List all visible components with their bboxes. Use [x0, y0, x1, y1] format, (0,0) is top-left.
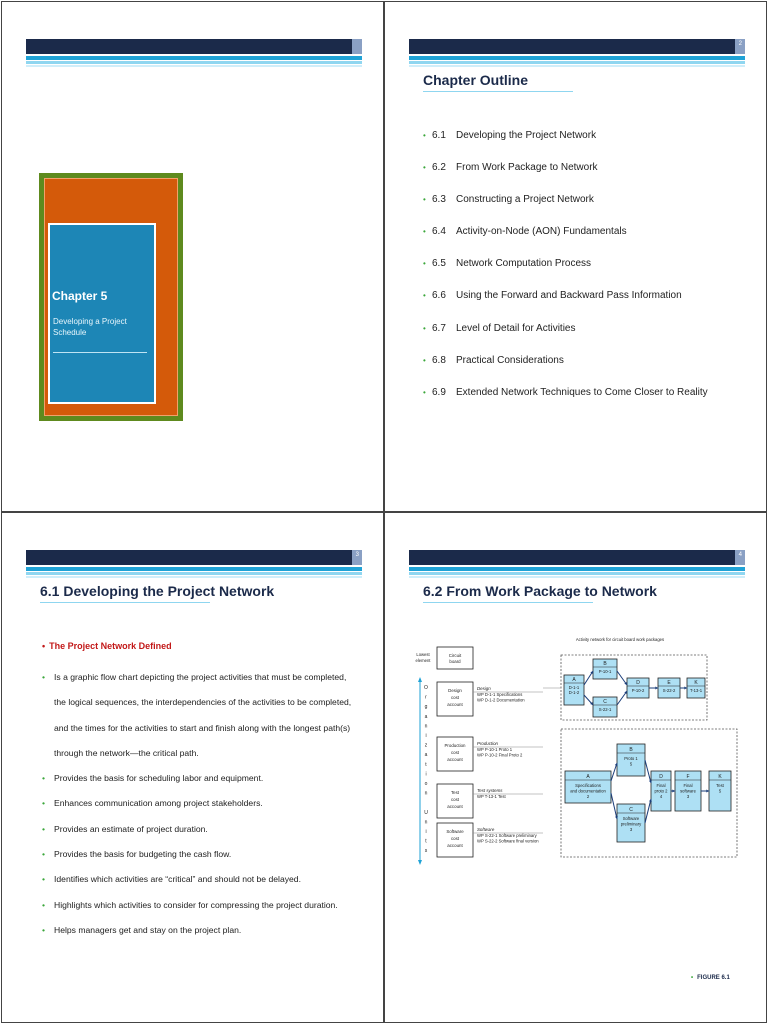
node-id: A: [586, 774, 590, 780]
outline-item-number: 6.8: [432, 354, 446, 366]
page-number: 2: [738, 41, 742, 47]
outline-item-number: 6.5: [432, 258, 446, 270]
node-label: T-13-1: [689, 688, 703, 693]
header-band: [409, 550, 745, 580]
bullet-line: [42, 766, 372, 791]
org-units-letter: O: [424, 685, 428, 691]
cost-account-label: cost: [450, 836, 460, 841]
node-label: D-1-1: [568, 685, 580, 690]
lowest-element-label: Lowest: [416, 652, 430, 657]
outline-item-number: 6.7: [432, 322, 446, 334]
dash-icon: [42, 741, 54, 766]
org-units-letter: i: [425, 733, 427, 739]
bullet-line: [42, 842, 372, 867]
bullet-text: the logical sequences, the interdependencies of the activities to be completed,: [54, 697, 352, 708]
work-package-label: WP D-1-2 Documentation: [477, 697, 525, 703]
bullet-text: Is a graphic flow chart depicting the project activities that must be completed,: [54, 672, 347, 682]
outline-item-text: Extended Network Techniques to Come Closer to Reality: [456, 386, 708, 398]
header-band: [26, 550, 362, 580]
chapter-title: Chapter 5: [52, 289, 108, 303]
circuit-board-box: [437, 647, 473, 669]
section-heading-text: The Project Network Defined: [49, 641, 172, 651]
node-id: C: [603, 699, 607, 705]
dash-icon: •: [42, 874, 46, 885]
bullet-line: [42, 741, 372, 766]
org-units-letter: s: [424, 848, 428, 855]
node-label: P-10-1: [598, 669, 612, 674]
outline-list: [423, 130, 708, 419]
org-units-letter: r: [425, 694, 427, 701]
dash-icon: •: [42, 899, 46, 910]
cost-account-label: cost: [450, 797, 460, 802]
outline-item: [423, 387, 708, 419]
org-units-letter: o: [424, 781, 428, 787]
cost-account-label: account: [447, 757, 463, 762]
work-package-label: WP D-1-1 Specifications: [477, 692, 523, 697]
outline-item-text: Using the Forward and Backward Pass Information: [456, 290, 682, 302]
node-id: E: [667, 680, 671, 686]
bullet-icon: •: [423, 163, 426, 173]
org-units-letter: g: [424, 704, 428, 711]
outline-item-text: Developing the Project Network: [456, 130, 597, 141]
wp-category: Test systems: [477, 788, 503, 793]
work-package-label: WP T-13-1 Test: [477, 794, 506, 799]
bullet-list: [42, 665, 372, 943]
bullet-icon: •: [423, 323, 426, 333]
bullet-text: Helps managers get and stay on the project plan.: [54, 924, 242, 935]
org-units-letter: a: [424, 752, 428, 759]
slide-title: 6.1 Developing the Project Network: [40, 583, 275, 599]
slide-2[interactable]: [384, 1, 767, 512]
header-band: [409, 39, 745, 69]
bullet-line: [42, 817, 372, 842]
outline-item: [423, 258, 708, 290]
slide-title: 6.2 From Work Package to Network: [423, 583, 657, 599]
title-underline: [40, 602, 210, 603]
bullet-line: [42, 867, 372, 892]
slide-3[interactable]: [1, 512, 384, 1023]
cover-divider: [53, 352, 147, 353]
bullet-icon: •: [423, 131, 426, 140]
cost-account-label: account: [447, 804, 463, 809]
org-units-letter: t: [425, 838, 427, 845]
node-id: F: [686, 774, 690, 780]
dash-icon: •: [42, 672, 46, 682]
work-package-label: WP S-22-2 Software final version: [477, 838, 539, 844]
bullet-text: and the times for the activities to start and finish along with the longest path(s): [54, 722, 351, 733]
node-label: Proto 1: [624, 756, 638, 761]
bullet-text: Highlights which activities to consider for compressing the project duration.: [54, 899, 338, 910]
org-units-letter: a: [424, 713, 428, 720]
bullet-icon: •: [423, 355, 426, 365]
dash-icon: [42, 690, 54, 715]
org-units-letter: U: [424, 809, 428, 816]
node-id: D: [659, 774, 663, 780]
title-underline: [423, 602, 593, 603]
dash-icon: •: [42, 924, 46, 935]
bullet-text: Identifies which activities are “critical” and should not be delayed.: [54, 874, 301, 885]
bullet-icon: •: [423, 291, 426, 301]
node-label: 5: [629, 761, 633, 767]
node-label: S-22-1: [598, 707, 612, 712]
cost-account-label: Software: [446, 829, 464, 834]
bullet-text: Enhances communication among project stakeholders.: [54, 798, 263, 809]
outline-item: [423, 290, 708, 322]
node-id: K: [694, 680, 698, 686]
bullet-text: Provides the basis for scheduling labor and equipment.: [54, 773, 264, 784]
org-units-letter: n: [424, 819, 428, 826]
dash-icon: •: [42, 798, 46, 809]
outline-item-text: Practical Considerations: [456, 354, 564, 366]
org-units-letter: n: [424, 723, 428, 730]
bullet-line: [42, 716, 372, 741]
org-units-letter: z: [424, 742, 428, 749]
outline-item: [423, 194, 708, 226]
node-label: P-10-2: [631, 688, 645, 693]
outline-item: [423, 130, 708, 162]
bullet-icon: •: [423, 387, 426, 397]
work-package-label: WP P-10-2 Final Proto 2: [477, 752, 523, 758]
node-label: 3: [686, 794, 690, 799]
cost-account-label: account: [447, 843, 463, 848]
outline-item-number: 6.3: [432, 194, 446, 206]
bullet-line: [42, 690, 372, 715]
slide-1[interactable]: [1, 1, 384, 512]
bullet-line: [42, 893, 372, 918]
outline-item: [423, 355, 708, 387]
outline-item-number: 6.9: [432, 386, 446, 398]
outline-item: [423, 226, 708, 258]
outline-item-number: 6.4: [432, 226, 446, 238]
cost-account-label: Test: [450, 790, 460, 795]
page-number: 3: [355, 552, 359, 558]
bullet-icon: •: [42, 641, 46, 651]
wp-category: Design: [477, 686, 491, 691]
figure-caption-text: FIGURE 6.1: [697, 975, 730, 981]
org-units-letter: i: [425, 771, 427, 778]
node-label: 4: [659, 794, 663, 799]
node-label: D-1-2: [568, 690, 580, 695]
cost-account-label: cost: [450, 695, 460, 700]
section-heading: [42, 641, 172, 651]
bullet-text: through the network—the critical path.: [54, 747, 199, 758]
outline-item-text: Activity-on-Node (AON) Fundamentals: [456, 226, 627, 238]
org-units-letter: n: [424, 790, 428, 797]
header-band: [26, 39, 362, 69]
wp-category: Production: [477, 741, 498, 746]
outline-item-number: 6.1: [432, 130, 446, 141]
bullet-text: Provides an estimate of project duration.: [54, 823, 208, 834]
outline-item-text: Constructing a Project Network: [456, 194, 594, 206]
org-units-letter: t: [425, 761, 427, 768]
node-label: 5: [718, 788, 722, 794]
outline-item: [423, 323, 708, 355]
bullet-line: [42, 918, 372, 943]
node-id: B: [603, 661, 607, 667]
node-id: K: [718, 774, 722, 780]
node-label: software: [680, 788, 696, 794]
cost-account-label: cost: [450, 750, 460, 755]
dash-icon: •: [42, 823, 46, 834]
node-label: Final: [656, 783, 666, 788]
bullet-text: Provides the basis for budgeting the cash flow.: [54, 849, 232, 860]
bullet-icon: •: [423, 195, 426, 205]
bullet-line: [42, 665, 372, 690]
dash-icon: •: [42, 773, 46, 784]
chapter-subtitle: Developing a Project Schedule: [53, 317, 127, 337]
node-id: D: [636, 680, 640, 686]
circuit-board-label: board: [449, 659, 461, 664]
node-label: proto 2: [654, 788, 668, 794]
node-label: Test: [716, 783, 724, 788]
node-id: C: [629, 807, 633, 813]
figure-caption: • FIGURE 6.1: [691, 975, 730, 981]
node-label: preliminary: [620, 821, 642, 827]
org-units-letter: i: [425, 829, 427, 835]
node-label: 2: [586, 794, 590, 799]
work-package-label: WP P-10-1 Proto 1: [477, 747, 513, 752]
outline-item-number: 6.2: [432, 162, 446, 174]
outline-item: [423, 162, 708, 194]
cost-account-label: account: [447, 702, 463, 707]
outline-item-text: Network Computation Process: [456, 258, 592, 270]
node-label: and documentation: [570, 788, 606, 794]
circuit-board-label: Circuit: [448, 653, 462, 658]
title-underline: [423, 91, 573, 92]
figure-header: Activity network for circuit board work packages: [575, 637, 665, 642]
dash-icon: [42, 716, 54, 741]
activity-network-figure: [413, 633, 739, 867]
bullet-icon: •: [423, 227, 426, 237]
lowest-element-label: element: [415, 658, 431, 663]
node-label: Software: [622, 816, 640, 821]
bullet-line: [42, 791, 372, 816]
dash-icon: •: [42, 849, 46, 860]
bullet-icon: •: [423, 259, 426, 269]
outline-item-number: 6.6: [432, 290, 446, 302]
wp-category: Software: [477, 827, 495, 832]
node-label: Final: [683, 783, 693, 788]
cost-account-label: Production: [444, 743, 466, 748]
node-id: B: [629, 747, 633, 753]
outline-item-text: From Work Package to Network: [456, 162, 598, 174]
node-label: S-22-2: [662, 688, 676, 693]
node-id: A: [572, 677, 576, 683]
node-label: 3: [629, 827, 633, 832]
work-package-label: WP S-22-1 Software preliminary: [477, 833, 537, 838]
node-label: Specifications: [575, 783, 601, 788]
slide-4[interactable]: [384, 512, 767, 1023]
slide-title: Chapter Outline: [423, 72, 529, 88]
cover-panel: [48, 223, 156, 404]
cost-account-label: Design: [448, 688, 462, 693]
outline-item-text: Level of Detail for Activities: [456, 322, 576, 334]
page-number: 4: [738, 552, 742, 558]
